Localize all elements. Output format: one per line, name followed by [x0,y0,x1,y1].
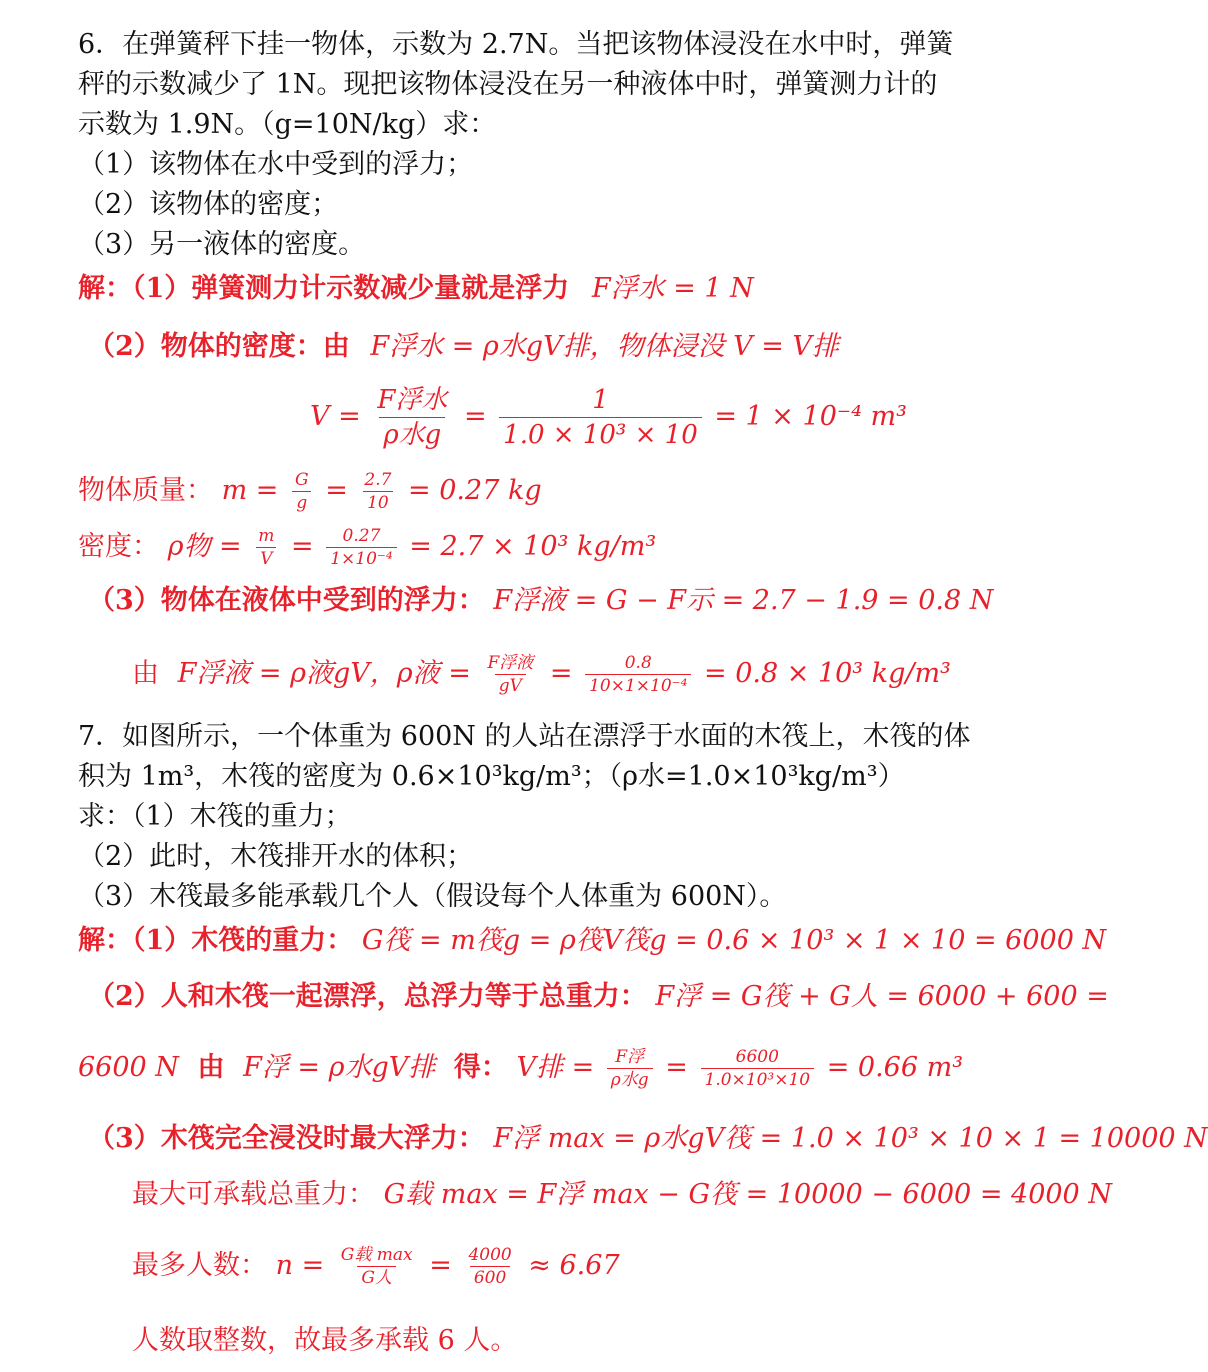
a7-step2b-lhs: V排 = [516,1052,595,1083]
a6-step2-label: （2）物体的密度：由 [88,331,350,362]
a6-step3-label: （3）物体在液体中受到的浮力： [88,585,485,616]
a6-step3-formula: F浮液 = G − F示 = 2.7 − 1.9 = 0.8 N [493,585,994,616]
a6-mass-lhs: m = [221,475,279,506]
a7-people-f2-den: 600 [470,1266,510,1289]
q7-line-4: （2）此时，木筏排开水的体积； [78,841,474,872]
a6-mass-fraction-1 [291,469,313,514]
q6-line-1: 6．在弹簧秤下挂一物体，示数为 2.7N。当把该物体浸没在水中时，弹簧 [78,29,954,60]
a6-step2-formula: F浮水 = ρ水gV排，物体浸没 V = V排 [370,331,839,362]
a7-step2-formula: F浮 = G筏 + G人 = 6000 + 600 = [655,981,1109,1012]
a7-step2b: 6600 N 由 F浮 = ρ水gV排 得： V排 = $\frac{\text{F浮}}{\text{ρ水g}}$ = $\frac{6600}{\text{1.0×10³×10}}$ = 0.66 m³ [78,1047,964,1090]
a6-density-fraction-1 [254,525,278,570]
a6-step3b: 由 F浮液 = ρ液gV，ρ液 = $\frac{\text{F浮液}}{gV}$ = $\frac{0.8}{\text{10×1×10⁻⁴}}$ = 0.8 × 10³ kg/m³ [132,653,951,696]
a7-people-lhs: n = [275,1250,325,1281]
a6-step2 [88,328,839,366]
a6-volume-eq: = [463,401,487,432]
a6-mass-f2-den: 10 [363,491,393,514]
a7-step2 [88,978,1109,1016]
a6-step3 [88,582,993,620]
a7-step2b-f2-num: 6600 [735,1047,779,1067]
a6-mass: 物体质量： m = $\frac{G}{g}$ = $\frac{2.7}{10}$ = 0.27 kg [78,470,542,513]
a7-step2b-get: 得： [453,1052,508,1083]
a7-step1 [78,922,1106,960]
q7-line-5: （3）木筏最多能承载几个人（假设每个人体重为 600N）。 [78,881,787,912]
a6-mass-f1-den: g [292,491,311,514]
q6-line-2: 秤的示数减少了 1N。现把该物体浸没在另一种液体中时，弹簧测力计的 [78,69,938,100]
a6-volume-result: = 1 × 10⁻⁴ m³ [714,401,907,432]
a7-step1-label: 解：（1）木筏的重力： [78,925,354,956]
a7-step2b-fraction-2 [701,1046,815,1091]
q7-line-3: 求：（1）木筏的重力； [78,801,352,832]
a6-volume-f1-num: F浮水 [377,385,448,415]
a7-max-label: 最大可承载总重力： [132,1179,375,1210]
a7-people-label: 最多人数： [132,1250,267,1281]
a6-density-lhs: ρ物 = [167,531,242,562]
a6-density-f1-den: V [256,547,276,570]
a6-volume-f2-num: 1 [592,385,609,415]
a7-step2b-formula: F浮 = ρ水gV排 [243,1052,436,1083]
q6-line-5: （2）该物体的密度； [78,189,339,220]
a7-step3 [88,1120,1208,1158]
a6-volume-f1-den: ρ水g [379,417,445,452]
a6-density-result: = 2.7 × 10³ kg/m³ [409,531,657,562]
a7-max-load [132,1176,1112,1214]
a6-step3b-f1-num: F浮液 [487,653,534,673]
a7-step2b-f1-den: ρ水g [607,1068,653,1091]
q6-line-6: （3）另一液体的密度。 [78,229,366,260]
a6-mass-fraction-2 [360,469,395,514]
a6-volume-f2-den: 1.0 × 10³ × 10 [499,417,702,452]
a6-step3b-fraction-1 [483,652,537,697]
a6-volume-equation [310,382,907,452]
a7-people-f1-num: G载 max [340,1245,413,1265]
a6-step1-label: 解：（1）弹簧测力计示数减少量就是浮力 [78,273,570,304]
a6-step3b-f2-num: 0.8 [624,653,652,673]
a7-max-formula: G载 max = F浮 max − G筏 = 10000 − 6000 = 4000 N [383,1179,1112,1210]
a6-mass-f1-num: G [295,470,309,490]
a7-step2b-result: = 0.66 m³ [826,1052,964,1083]
a6-density-label: 密度： [78,531,159,562]
a6-step3b-f2-den: 10×1×10⁻⁴ [585,674,691,697]
a7-step3-formula: F浮 max = ρ水gV筏 = 1.0 × 10³ × 10 × 1 = 10000 N [493,1123,1208,1154]
a7-step2-label: （2）人和木筏一起漂浮，总浮力等于总重力： [88,981,647,1012]
a6-volume-fraction-2 [499,383,702,452]
a6-step3b-result: = 0.8 × 10³ kg/m³ [704,658,951,689]
q7-line-1: 7．如图所示，一个体重为 600N 的人站在漂浮于水面的木筏上，木筏的体 [78,721,971,752]
a6-density-f2-den: 1×10⁻⁴ [326,547,396,570]
a6-step3b-fraction-2 [585,652,691,697]
a6-volume-fraction-1 [373,383,451,452]
a6-density-fraction-2 [326,525,396,570]
a6-step1 [78,270,754,308]
a7-step2b-by: 由 [197,1052,225,1083]
a7-step2b-f1-num: F浮 [615,1047,645,1067]
a6-step1-formula: F浮水 = 1 N [591,273,754,304]
a6-step3b-prefix: 由 [132,658,159,689]
q6-line-4: （1）该物体在水中受到的浮力； [78,149,474,180]
a6-volume-lhs: V = [310,401,361,432]
a7-step3-label: （3）木筏完全浸没时最大浮力： [88,1123,485,1154]
a7-step2b-value: 6600 N [78,1052,179,1083]
a7-step2b-f2-den: 1.0×10³×10 [701,1068,815,1091]
a6-mass-label: 物体质量： [78,475,213,506]
a6-step3b-f1-den: gV [495,674,526,697]
a7-people-fraction-2 [464,1244,515,1289]
a7-final: 人数取整数，故最多承载 6 人。 [132,1325,518,1356]
a6-density-f2-num: 0.27 [342,526,381,546]
a6-density: 密度： ρ物 = $\frac{m}{V}$ = $\frac{0.27}{\text{1×10⁻⁴}}$ = 2.7 × 10³ kg/m³ [78,526,657,569]
a6-mass-result: = 0.27 kg [408,475,542,506]
a7-people-f2-num: 4000 [468,1245,512,1265]
a7-people-f1-den: G人 [357,1266,396,1289]
a7-people-fraction-1 [337,1244,417,1289]
a7-people: 最多人数： n = $\frac{\text{G载 max}}{\text{G人}}$ = $\frac{4000}{600}$ ≈ 6.67 [132,1245,620,1288]
a7-step2b-fraction-1 [607,1046,653,1091]
q7-line-2: 积为 1m³，木筏的密度为 0.6×10³kg/m³；（ρ水=1.0×10³kg/m³） [78,761,905,792]
a7-step1-formula: G筏 = m筏g = ρ筏V筏g = 0.6 × 10³ × 1 × 10 = 6000 N [361,925,1107,956]
a7-people-result: ≈ 6.67 [528,1250,620,1281]
a6-step3b-formula: F浮液 = ρ液gV，ρ液 = [177,658,471,689]
a6-density-f1-num: m [258,526,275,546]
a6-mass-f2-num: 2.7 [364,470,392,490]
q6-line-3: 示数为 1.9N。（g=10N/kg）求： [78,109,497,140]
